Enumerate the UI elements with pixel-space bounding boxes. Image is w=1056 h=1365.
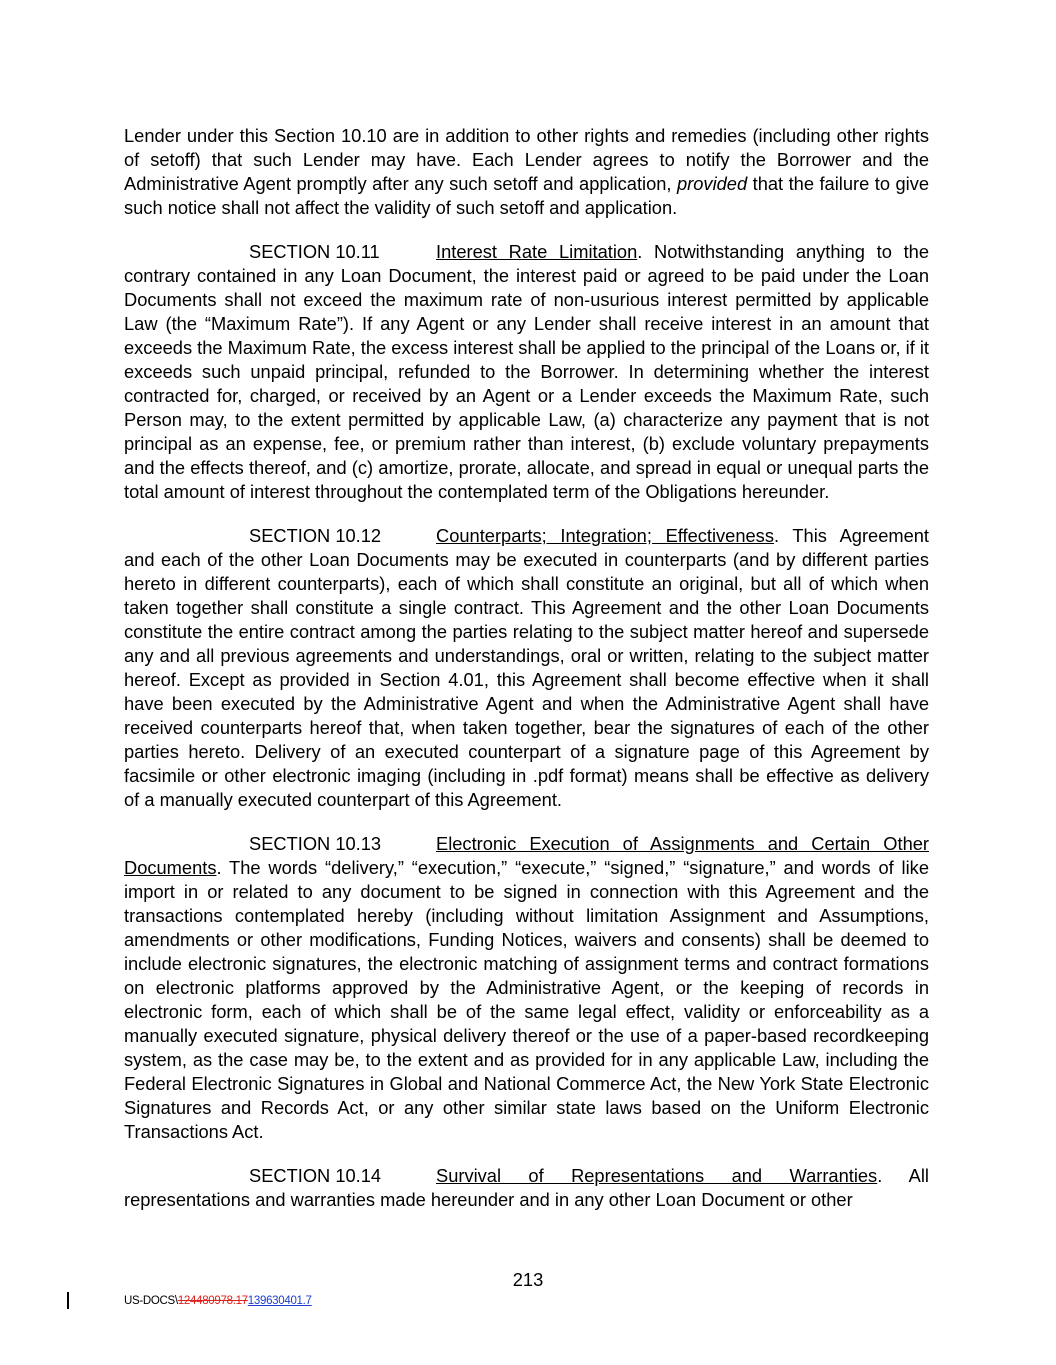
section-title: Counterparts; Integration; Effectiveness xyxy=(436,525,774,546)
section-10-14 xyxy=(124,1164,929,1212)
revision-change-bar xyxy=(67,1292,69,1309)
section-10-11 xyxy=(124,240,929,504)
section-number: SECTION 10.11 xyxy=(249,241,380,262)
section-title: Survival of Representations and Warranties xyxy=(436,1165,878,1186)
emphasis-provided: provided xyxy=(677,173,748,194)
document-body xyxy=(124,124,929,1232)
defined-term: Maximum Rate xyxy=(211,313,337,334)
section-text: ”). If any Agent or any Lender shall receive interest in an amount that exceeds the Maximum Rate, the excess interest shall be applied to the principal of the Loans or, if it exceeds such unpaid principal, refunded to the Borrower. In determining whether the interest contracted for, charged, or received by an Agent or a Lender exceeds the Maximum Rate, such Person may, to the extent permitted by applicable Law, (a) characterize any payment that is not principal as an expense, fee, or premium rather than interest, (b) exclude voluntary prepayments and the effects thereof, and (c) amortize, prorate, allocate, and spread in equal or unequal parts the total amount of interest throughout the contemplated term of the Obligations hereunder. xyxy=(124,313,929,502)
section-text: . This Agreement and each of the other Loan Documents may be executed in counterparts (and by different parties hereto in different counterparts), each of which shall constitute an original, but all of which when taken together shall constitute a single contract. This Agreement and the other Loan Documents constitute the entire contract among the parties relating to the subject matter hereof and supersede any and all previous agreements and understandings, oral or written, relating to the subject matter hereof. Except as provided in Section 4.01, this Agreement shall become effective when it shall have been executed by the Administrative Agent and when the Administrative Agent shall have received counterparts hereof that, when taken together, bear the signatures of each of the other parties hereto. Delivery of an executed counterpart of a signature page of this Agreement by facsimile or other electronic imaging (including in .pdf format) means shall be effective as delivery of a manually executed counterpart of this Agreement. xyxy=(124,525,930,810)
document-id xyxy=(124,1294,312,1308)
paragraph-text: Lender under this Section 10.10 are in addition to other rights and remedies (including other rights of setoff) that such Lender may have. Each Lender agrees to notify the Borrower and the Administrative Agent promptly after any such setoff and application, xyxy=(124,125,929,194)
section-number: SECTION 10.14 xyxy=(249,1165,382,1186)
paragraph-continuation xyxy=(124,124,929,220)
section-title: Interest Rate Limitation xyxy=(436,241,638,262)
section-text: . The words “delivery,” “execution,” “execute,” “signed,” “signature,” and words of like import in or related to any document to be signed in connection with this Agreement and the transactions contemplated hereby (including without limitation Assignment and Assumptions, amendments or other modifications, Funding Notices, waivers and consents) shall be deemed to include electronic signatures, the electronic matching of assignment terms and contract formations on electronic platforms approved by the Administrative Agent, or the keeping of records in electronic form, each of which shall be of the same legal effect, validity or enforceability as a manually executed signature, physical delivery thereof or the use of a paper-based recordkeeping system, as the case may be, to the extent and as provided for in any applicable Law, including the Federal Electronic Signatures in Global and National Commerce Act, the New York State Electronic Signatures and Records Act, or any other similar state laws based on the Uniform Electronic Transactions Act. xyxy=(124,857,929,1142)
section-number: SECTION 10.12 xyxy=(249,525,382,546)
section-10-13 xyxy=(124,832,929,1144)
section-number: SECTION 10.13 xyxy=(249,833,382,854)
section-title: Electronic Execution of Assignments and Certain Other Documents xyxy=(124,833,929,878)
page-number: 213 xyxy=(512,1269,544,1290)
document-id-prefix: US-DOCS\ xyxy=(124,1295,178,1307)
section-10-12 xyxy=(124,524,929,812)
deleted-document-id: 124480978.17 xyxy=(177,1295,248,1307)
paragraph-text: that the failure to give such notice shall not affect the validity of such setoff and application. xyxy=(124,173,929,218)
section-text: . Notwithstanding anything to the contrary contained in any Loan Document, the interest paid or agreed to be paid under the Loan Documents shall not exceed the maximum rate of non-usurious interest permitted by applicable Law (the “ xyxy=(124,241,930,334)
section-text: . All representations and warranties made hereunder and in any other Loan Document or other xyxy=(124,1165,929,1210)
inserted-document-id: 139630401.7 xyxy=(247,1295,312,1307)
